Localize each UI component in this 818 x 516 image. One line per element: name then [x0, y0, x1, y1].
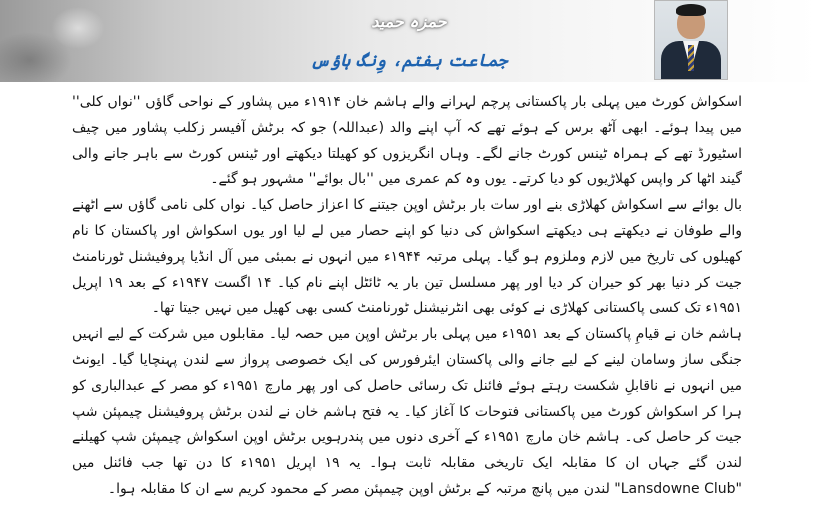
article-body [72, 90, 742, 516]
article-paragraph-3: ہاشم خان نے قیامِ پاکستان کے بعد ۱۹۵۱ء میں پہلی بار برٹش اوپن میں حصہ لیا۔ مقابلوں میں شرکت کے لیے انہیں جنگی ساز وسامان لینے کے لیے جانے والی پاکستان ایئرفورس کی ایک خصوصی پرواز سے لندن پہنچایا گیا۔ ایونٹ میں انہوں نے ناقابلِ شکست رہتے ہوئے فائنل تک رسائی حاصل کی اور پھر مارچ ۱۹۵۱ء کو مصر کے عبدالباری کو ہرا کر اسکواش کورٹ میں پاکستانی فتوحات کا آغاز کیا۔ یہ فتح ہاشم خان نے لندن برٹش پروفیشنل چیمپئن شپ جیت کر حاصل کی۔ ہاشم خان مارچ ۱۹۵۱ء کے آخری دنوں میں پندرہویں برٹش اوپن اسکواش چیمپئن شپ کھیلنے لندن گئے جہاں ان کا مقابلہ ایک تاریخی مقابلہ ثابت ہوا۔ یہ ۱۹ اپریل ۱۹۵۱ء کا دن تھا جب فائنل میں "Lansdowne Club" لندن میں پانچ مرتبہ کے برٹش اوپن چیمپئن مصر کے محمود کریم سے ان کا مقابلہ ہوا۔ [72, 326, 742, 497]
author-name: حمزہ حمید [371, 12, 447, 31]
author-class-house: جماعت ہفتم، وِنگ ہاؤس [310, 51, 508, 71]
photo-tie [688, 45, 694, 71]
photo-hair [676, 4, 706, 16]
article-paragraph-1: اسکواش کورٹ میں پہلی بار پاکستانی پرچم لہرانے والے ہاشم خان ۱۹۱۴ء میں پشاور کے نواحی گاؤں ''نواں کلی'' میں پیدا ہوئے۔ ابھی آٹھ برس کے ہوئے تھے کہ آپ اپنے والد (عبداللہ) جو کہ برٹش آفیسر زکلب پشاور میں چیف اسٹیورڈ تھے کے ہمراہ ٹینس کورٹ جانے لگے۔ وہاں انگریزوں کو کھیلتا دیکھتے اور ٹینس کورٹ سے باہر جانے والی گیند اٹھا کر واپس کھلاڑیوں کو دیا کرتے۔ یوں وہ کم عمری میں ''بال بوائے'' مشہور ہو گئے۔ [72, 94, 742, 188]
article-paragraph-2: بال بوائے سے اسکواش کھلاڑی بنے اور سات بار برٹش اوپن جیتنے کا اعزاز حاصل کیا۔ نواں کلی نامی گاؤں سے اٹھنے والے طوفان نے دیکھتے ہی دیکھتے اسکواش کی دنیا کو اپنے حصار میں لے لیا اور یوں اسکواش اور پاکستان کا نام کھیلوں کی تاریخ میں لازم وملزوم ہو گیا۔ پہلی مرتبہ ۱۹۴۴ء میں انہوں نے بمبئی میں آل انڈیا پروفیشنل ٹورنامنٹ جیت کر دنیا بھر کو حیران کر دیا اور پھر مسلسل تین بار یہ ٹائٹل اپنے نام کیا۔ ۱۴ اگست ۱۹۴۷ء کے بعد ۱۹ اپریل ۱۹۵۱ء تک کسی پاکستانی کھلاڑی نے کوئی بھی انٹرنیشنل ٹورنامنٹ کسی بھی کھیل میں نہیں جیتا تھا۔ [72, 197, 742, 317]
author-photo [654, 0, 728, 80]
